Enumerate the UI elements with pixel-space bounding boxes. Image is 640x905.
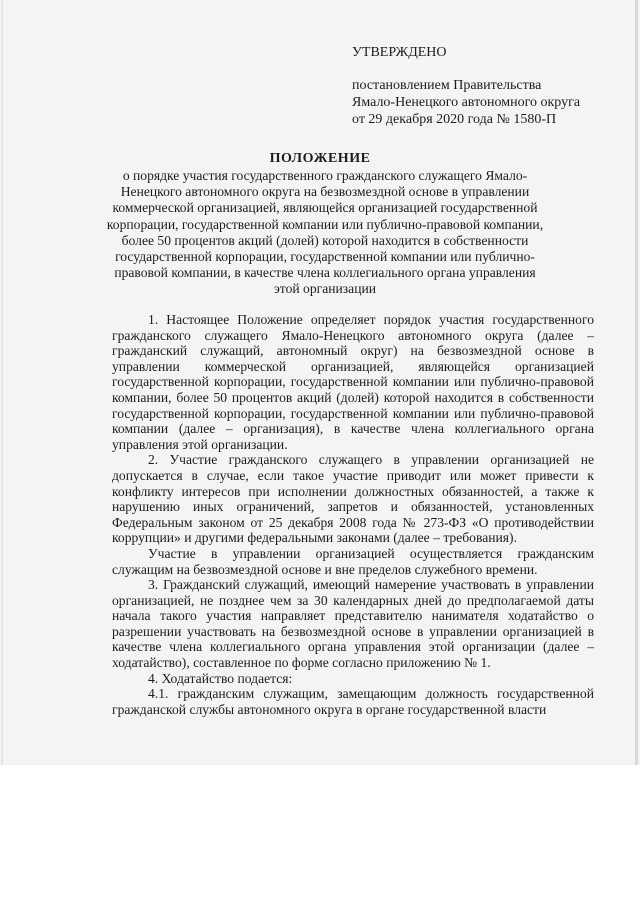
- approval-line: Ямало-Ненецкого автономного округа: [352, 95, 581, 110]
- document-body: [112, 312, 594, 717]
- document-title: ПОЛОЖЕНИЕ: [269, 151, 371, 166]
- scan-edge-left: [1, 0, 3, 765]
- paragraph-4: 4. Ходатайство подается:: [148, 670, 293, 686]
- approval-line: от 29 декабря 2020 года № 1580-П: [352, 112, 557, 127]
- approval-heading: УТВЕРЖДЕНО: [352, 45, 447, 60]
- paragraph-4-1: 4.1. гражданским служащим, замещающим должность государственной гражданской службы автономного округа в органе государственной власти: [112, 686, 594, 717]
- scan-edge-right: [635, 0, 638, 765]
- paragraph-2-continued: Участие в управлении организацией осуществляется гражданским служащим на безвозмездной основе и вне пределов служебного времени.: [112, 545, 594, 577]
- approval-line: постановлением Правительства: [352, 78, 542, 93]
- paragraph-2: 2. Участие гражданского служащего в управлении организацией не допускается в случае, если такое участие приводит или может привести к конфликту интересов при исполнении должностных обязанностей, а также к нарушению иных ограничений, запретов и обязанностей, установленных Федеральным законом от 25 декабря 2008 года № 273-ФЗ «О противодействии коррупции» и другими федеральными законами (далее – требования).: [112, 452, 594, 546]
- approval-stamp: [352, 44, 622, 128]
- blank-area: [0, 765, 640, 905]
- document-subtitle: о порядке участия государственного гражданского служащего Ямало-Ненецкого автономного округа на безвозмездной основе в управлении коммерческой организацией, являющейся организацией государственной корпорации, государственной компании или публично-правовой компании, более 50 процентов акций (долей) которой находится в собственности государственной корпорации, государственной компании или публично-правовой компании, в качестве члена коллегиального органа управления этой организации: [106, 168, 544, 297]
- paragraph-3: 3. Гражданский служащий, имеющий намерение участвовать в управлении организацией, не позднее чем за 30 календарных дней до предполагаемой даты начала такого участия направляет представителю нанимателя ходатайство о разрешении участвовать на безвозмездной основе в управлении организацией в качестве члена коллегиального органа управления этой организации (далее – ходатайство), составленное по форме согласно приложению № 1.: [112, 577, 594, 671]
- paragraph-1: 1. Настоящее Положение определяет порядок участия государственного гражданского служащего Ямало-Ненецкого автономного округа (далее – гражданский служащий, автономный округ) на безвозмездной основе в управлении коммерческой организацией, являющейся организацией государственной корпорации, государственной компании или публично-правовой компании, более 50 процентов акций (долей) которой находится в собственности государственной корпорации, государственной компании или публично-правовой компании (далее – организация), в качестве члена коллегиального органа управления этой организации.: [112, 312, 594, 452]
